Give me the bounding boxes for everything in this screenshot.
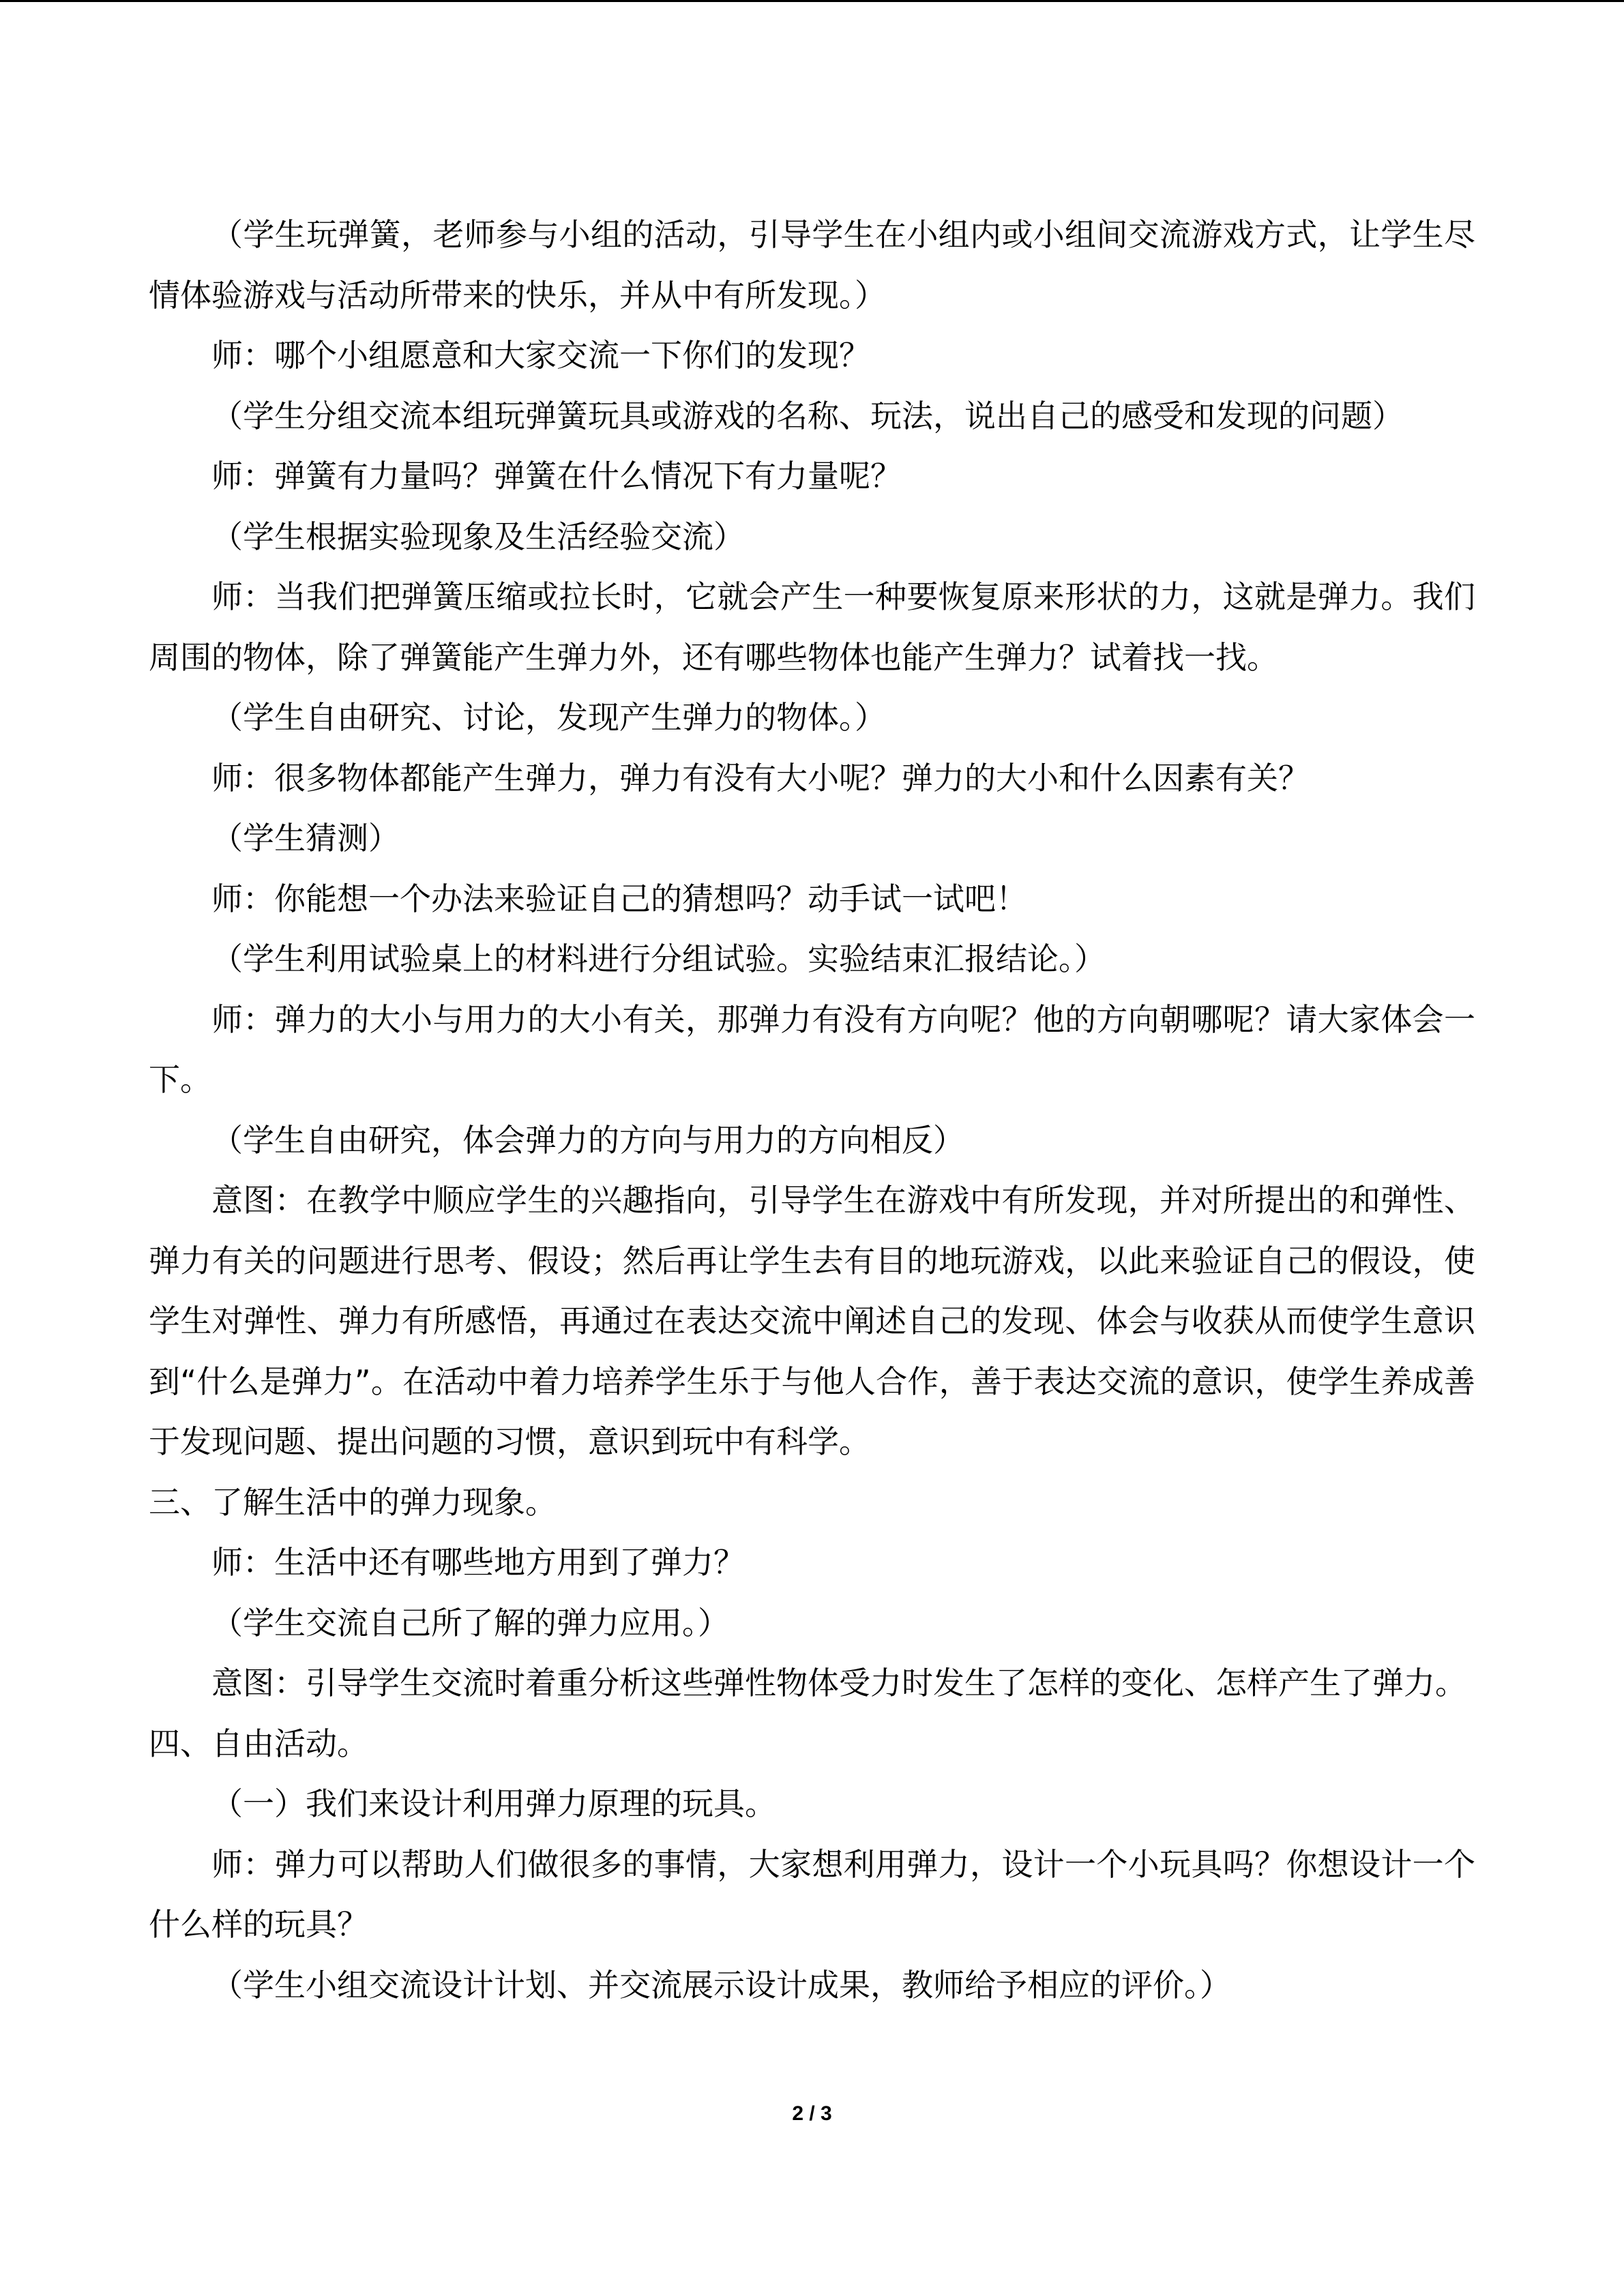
section-heading: 四、自由活动。: [149, 1725, 368, 1762]
paragraph: 师：弹力可以帮助人们做很多的事情，大家想利用弹力，设计一个小玩具吗？你想设计一个什么样的玩具？: [149, 1845, 1475, 1943]
subsection-heading: （一）我们来设计利用弹力原理的玩具。: [211, 1785, 776, 1822]
paragraph: （学生猜测）: [211, 820, 400, 856]
paragraph: 师：哪个小组愿意和大家交流一下你们的发现？: [211, 337, 870, 374]
paragraph: （学生自由研究、讨论，发现产生弹力的物体。）: [211, 699, 886, 736]
paragraph: （学生小组交流设计计划、并交流展示设计成果，教师给予相应的评价。）: [211, 1966, 1231, 2003]
paragraph: 师：很多物体都能产生弹力，弹力有没有大小呢？弹力的大小和什么因素有关？: [211, 759, 1310, 796]
intent-paragraph: 意图：在教学中顺应学生的兴趣指向，引导学生在游戏中有所发现，并对所提出的和弹性、弹力有关的问题进行思考、假设；然后再让学生去有目的地玩游戏，以此来验证自己的假设，使学生对弹性、弹力有所感悟，再通过在表达交流中阐述自己的发现、体会与收获从而使学生意识到“什么是弹力”。在活动中着力培养学生乐于与他人合作，善于表达交流的意识，使学生养成善于发现问题、提出问题的习惯，意识到玩中有科学。: [149, 1182, 1475, 1460]
paragraph: 师：你能想一个办法来验证自己的猜想吗？动手试一试吧！: [211, 880, 1027, 917]
intent-paragraph: 意图：引导学生交流时着重分析这些弹性物体受力时发生了怎样的变化、怎样产生了弹力。: [211, 1665, 1466, 1701]
paragraph: 师：弹力的大小与用力的大小有关，那弹力有没有方向呢？他的方向朝哪呢？请大家体会一下。: [149, 1000, 1475, 1098]
page-number: 2 / 3: [792, 2102, 832, 2125]
paragraph: （学生自由研究，体会弹力的方向与用力的方向相反）: [211, 1121, 964, 1159]
top-border-line: [0, 0, 1624, 2]
section-heading: 三、了解生活中的弹力现象。: [149, 1483, 557, 1521]
paragraph: （学生利用试验桌上的材料进行分组试验。实验结束汇报结论。）: [211, 940, 1106, 977]
paragraph: 师：生活中还有哪些地方用到了弹力？: [211, 1544, 745, 1581]
paragraph: 师：当我们把弹簧压缩或拉长时，它就会产生一种要恢复原来形状的力，这就是弹力。我们周围的物体，除了弹簧能产生弹力外，还有哪些物体也能产生弹力？试着找一找。: [149, 578, 1475, 676]
document-body: [149, 205, 1475, 2015]
paragraph: （学生玩弹簧，老师参与小组的活动，引导学生在小组内或小组间交流游戏方式，让学生尽情体验游戏与活动所带来的快乐，并从中有所发现。）: [149, 216, 1475, 314]
paragraph: （学生根据实验现象及生活经验交流）: [211, 518, 745, 555]
paragraph: （学生交流自己所了解的弹力应用。）: [211, 1604, 729, 1641]
paragraph: 师：弹簧有力量吗？弹簧在什么情况下有力量呢？: [211, 458, 902, 494]
paragraph: （学生分组交流本组玩弹簧玩具或游戏的名称、玩法，说出自己的感受和发现的问题）: [211, 397, 1404, 434]
